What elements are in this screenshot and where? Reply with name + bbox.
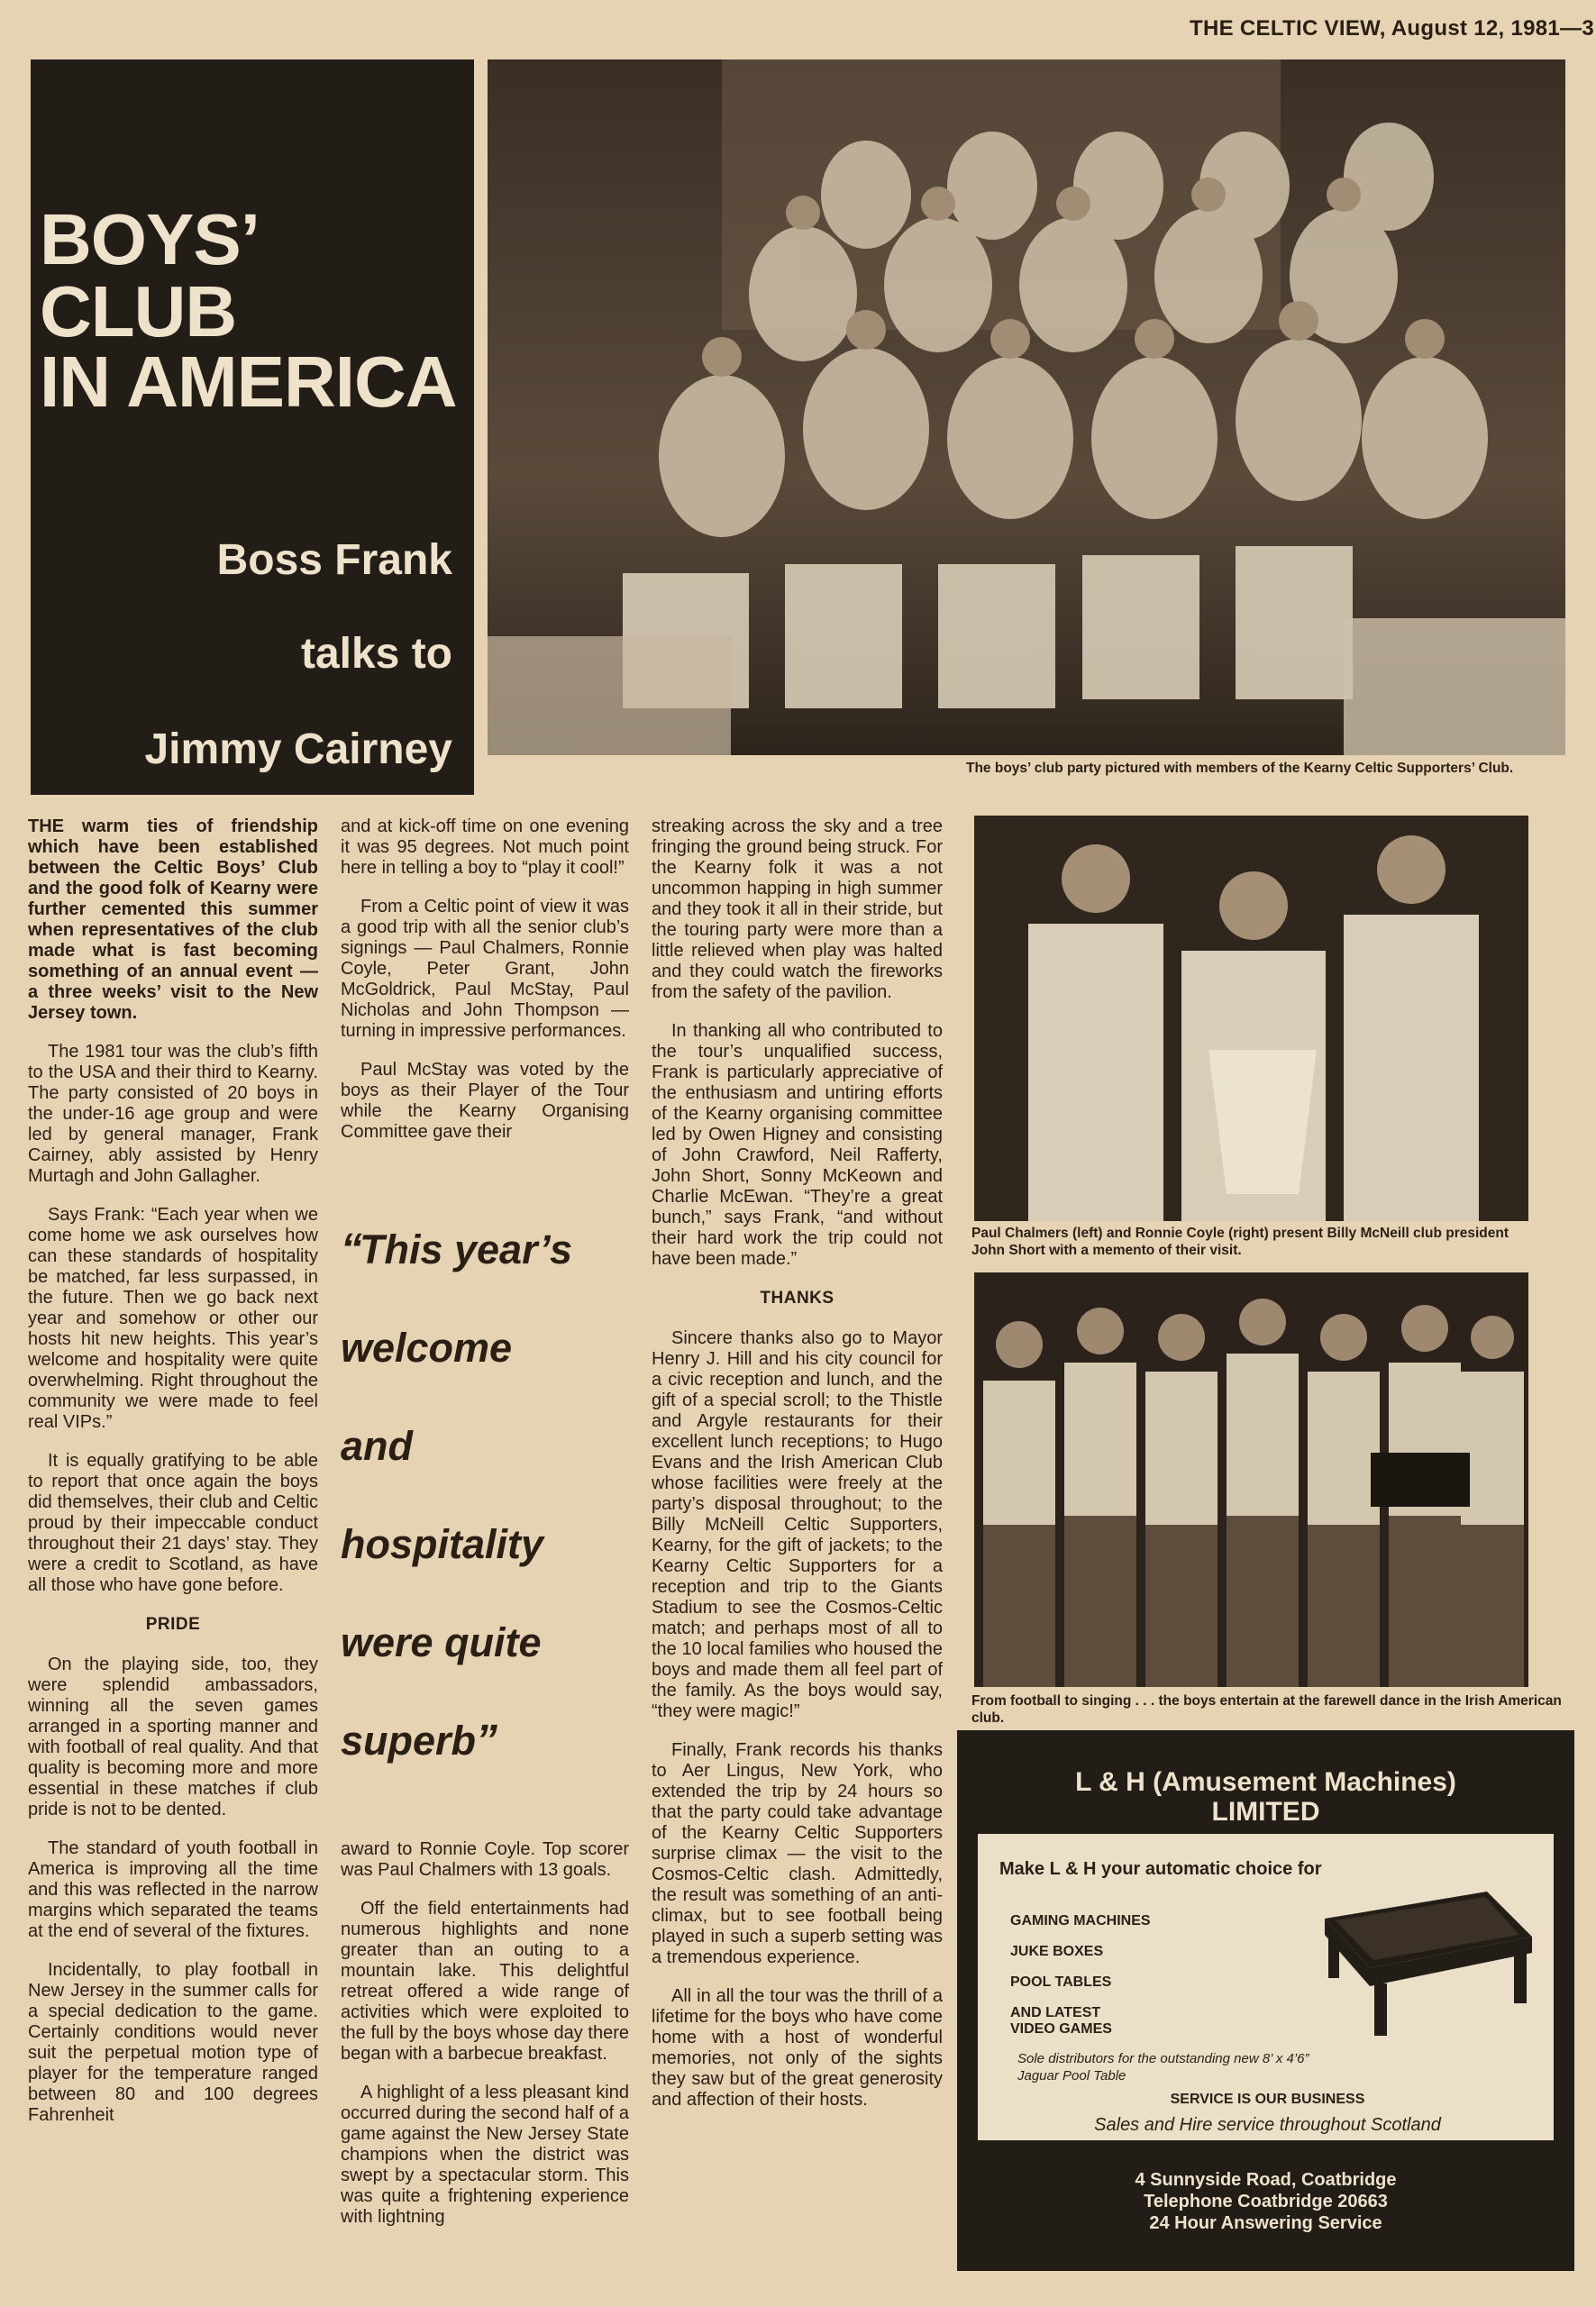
subheadline-line-2: talks to — [300, 630, 452, 678]
article-paragraph: Sincere thanks also go to Mayor Henry J. Hill and his city council for a civic reception and lunch, and the gift of a special scroll; to the Thistle and Argyle restaurants for their excellent lunch receptions; to Hugo Evans and the Irish American Club whose facilities were freely at the party’s disposal throughout; to the Billy McNeill Celtic Supporters, Kearny, for the gift of jackets; to the Kearny Celtic Supporters for a reception and trip to the Giants Stadium to see the Cosmos-Celtic match; and perhaps most of all to the 10 local families who housed the boys and made them all feel part of the family. As the boys would say, “they were magic!” — [652, 1328, 943, 1721]
article-paragraph: award to Ronnie Coyle. Top scorer was Paul Chalmers with 13 goals. — [341, 1839, 629, 1880]
article-paragraph: The standard of youth football in America is improving all the time and this was reflected in the narrow margins which separated the teams at the end of several of the fixtures. — [28, 1838, 318, 1941]
ad-hire-line: Sales and Hire service throughout Scotland — [1094, 2115, 1441, 2135]
pull-quote-line: were quite — [341, 1619, 542, 1665]
ad-item: JUKE BOXES — [1010, 1944, 1104, 1959]
advertisement — [957, 1730, 1574, 2271]
article-lead: THE warm ties of friendship which have been established between the Celtic Boys’ Club and the good folk of Kearny were further cemented this summer when representatives of the club made what is fast becoming something of an annual event — a three weeks’ visit to the New Jersey town. — [28, 816, 318, 1023]
subheading-thanks: THANKS — [760, 1289, 834, 1308]
article-paragraph: Off the field entertainments had numerous highlights and none greater than an outing to a mountain lake. This delightful retreat offered a wide range of activities which were exploited to the full by the boys whose day there began with a barbecue breakfast. — [341, 1899, 629, 2064]
presentation-photo-image — [974, 816, 1528, 1221]
ad-item: GAMING MACHINES — [1010, 1913, 1151, 1929]
presentation-photo — [974, 816, 1528, 1221]
masthead-text: THE CELTIC VIEW, August 12, 1981—3 — [1190, 16, 1594, 41]
group-photo — [488, 59, 1565, 755]
headline-box — [31, 59, 474, 795]
article-paragraph: It is equally gratifying to be able to report that once again the boys did themselves, their club and Celtic proud by their impeccable conduct throughout their 21 days’ stay. They were a credit to Scotland, as have all those who have gone before. — [28, 1451, 318, 1595]
ad-contact — [960, 2169, 1572, 2234]
ad-panel — [976, 1832, 1555, 2142]
pull-quote-close-mark: ” — [476, 1717, 496, 1764]
singing-photo-caption: From football to singing . . . the boys entertain at the farewell dance in the Irish American club. — [971, 1693, 1562, 1727]
article-paragraph: Finally, Frank records his thanks to Aer Lingus, New York, who extended the trip by 24 hours so that the party could take advantage of the Kearny Celtic Supporters surprise climax — the visit to the Cosmos-Celtic clash. Admittedly, the result was something of an anti-climax, but to see football being played in such a superb setting was a tremendous experience. — [652, 1740, 943, 1967]
article-paragraph: Says Frank: “Each year when we come home we ask ourselves how can these standards of hospitality be matched, far less surpassed, in the future. Then we go back next year and somehow or other our hosts hit new heights. This year’s welcome and hospitality were quite overwhelming. Right throughout the community we were made to feel real VIPs.” — [28, 1205, 318, 1432]
article-paragraph: The 1981 tour was the club’s fifth to the USA and their third to Kearny. The party consisted of 20 boys in the under-16 age group and were led by general manager, Frank Cairney, ably assisted by Henry Murtagh and John Gallagher. — [28, 1042, 318, 1186]
pull-quote-line: hospitality — [341, 1521, 544, 1567]
pull-quote-line: and — [341, 1423, 414, 1469]
subheadline-line-3: Jimmy Cairney — [144, 725, 452, 773]
group-photo-caption: The boys’ club party pictured with members of the Kearny Celtic Supporters’ Club. — [966, 761, 1514, 776]
ad-service-slogan: SERVICE IS OUR BUSINESS — [1170, 2092, 1365, 2107]
pull-quote — [341, 1200, 638, 1790]
masthead — [0, 0, 1596, 54]
article-paragraph: From a Celtic point of view it was a good trip with all the senior club’s signings — Paul Chalmers, Ronnie Coyle, Peter Grant, John McGoldrick, Paul McStay, Paul Nicholas and John Thompson — turning in impressive performances. — [341, 897, 629, 1041]
ad-answering-service: 24 Hour Answering Service — [1149, 2213, 1382, 2233]
article-column-1 — [28, 816, 318, 2144]
article-paragraph: Paul McStay was voted by the boys as their Player of the Tour while the Kearny Organising Committee gave their — [341, 1060, 629, 1142]
ad-company-name-line-2: LIMITED — [1211, 1797, 1320, 1827]
headline-line-1: BOYS’ CLUB — [40, 199, 256, 351]
article-paragraph: All in all the tour was the thrill of a lifetime for the boys who have come home with a host of wonderful memories, not only of the sights they saw but of the great generosity and affection of their hosts. — [652, 1986, 943, 2110]
pull-quote-line: This year’s — [360, 1226, 572, 1272]
ad-address: 4 Sunnyside Road, Coatbridge — [1135, 2170, 1397, 2190]
article-paragraph: In thanking all who contributed to the tour’s unqualified success, Frank is particularly appreciative of the enthusiasm and untiring efforts of the Kearny organising committee led by Owen Higney and consisting of John Crawford, Neil Rafferty, John Short, Sonny McKeown and Charlie McEwan. “They’re a great bunch,” says Frank, “and without their hard work the trip could not have been made.” — [652, 1021, 943, 1269]
singing-photo — [974, 1272, 1528, 1687]
ad-company-name — [960, 1733, 1572, 1830]
pull-quote-line: welcome — [341, 1325, 513, 1371]
subheadline-line-1: Boss Frank — [216, 536, 452, 584]
ad-item: POOL TABLES — [1010, 1974, 1112, 1990]
article-paragraph: A highlight of a less pleasant kind occurred during the second half of a game against the New Jersey State champions when the district was swept by a spectacular storm. This was quite a frightening experience with lightning — [341, 2083, 629, 2227]
article-paragraph: On the playing side, too, they were splendid ambassadors, winning all the seven games arranged in a sporting manner and with football of real quality. And that quality is becoming more and more essential in these matches if club pride is not to be dented. — [28, 1655, 318, 1819]
article-paragraph: Incidentally, to play football in New Jersey in the summer calls for a special dedication to the game. Certainly conditions would never suit the perpetual motion type of player for the temperature ranged between 80 and 100 degrees Fahrenheit — [28, 1960, 318, 2125]
ad-distributor-note: Sole distributors for the outstanding new 8’ x 4’6” Jaguar Pool Table — [1017, 2051, 1309, 2084]
article-paragraph: streaking across the sky and a tree fringing the ground being struck. For the Kearny folk it was a not uncommon happing in high summer and they took it all in their stride, but the touring party were more than a little relieved when play was halted and they could watch the fireworks from the safety of the pavilion. — [652, 816, 943, 1002]
pull-quote-line: superb — [341, 1718, 477, 1764]
ad-tagline: Make L & H your automatic choice for — [999, 1859, 1322, 1879]
article-column-2-top — [341, 816, 629, 1161]
singing-photo-image — [974, 1272, 1528, 1687]
group-photo-image — [488, 59, 1565, 755]
headline-line-2: IN AMERICA — [40, 342, 457, 422]
ad-phone: Telephone Coatbridge 20663 — [1144, 2192, 1388, 2211]
article-column-2-bottom — [341, 1839, 629, 2246]
article-paragraph: and at kick-off time on one evening it was 95 degrees. Not much point here in telling a boy to “play it cool!” — [341, 816, 629, 878]
presentation-photo-caption: Paul Chalmers (left) and Ronnie Coyle (right) present Billy McNeill club president John Short with a memento of their visit. — [971, 1226, 1509, 1259]
pull-quote-open-mark: “ — [341, 1226, 360, 1273]
ad-item: AND LATEST VIDEO GAMES — [1010, 2005, 1112, 2037]
subheading-pride: PRIDE — [145, 1615, 201, 1634]
ad-company-name-line-1: L & H (Amusement Machines) — [1075, 1767, 1456, 1797]
pool-table-icon — [1307, 1883, 1541, 2040]
article-column-3 — [652, 816, 943, 2129]
